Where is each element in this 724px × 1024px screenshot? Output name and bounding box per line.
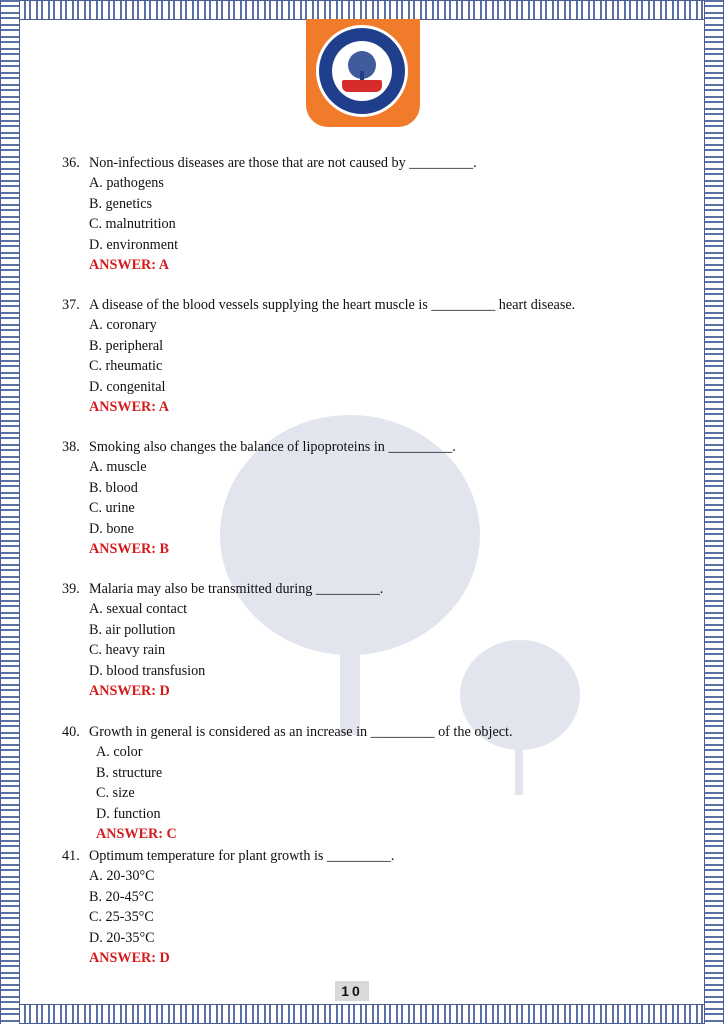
answer-label: ANSWER: B — [89, 541, 170, 558]
question-37 — [62, 295, 575, 417]
question-38 — [62, 437, 456, 559]
question-number: 38. — [62, 439, 80, 455]
page-number: 10 — [335, 981, 369, 1001]
option-a: A. sexual contact — [89, 601, 188, 618]
option-c: C. 25-35°C — [89, 909, 154, 926]
option-c: C. heavy rain — [89, 642, 166, 659]
option-b: B. air pollution — [89, 621, 176, 638]
answer-label: ANSWER: A — [89, 257, 170, 274]
question-41 — [62, 846, 394, 968]
question-number: 36. — [62, 155, 80, 171]
question-number: 40. — [62, 724, 80, 740]
option-c: C. urine — [89, 500, 135, 517]
question-text: Optimum temperature for plant growth is _________. — [89, 848, 395, 864]
question-39 — [62, 579, 383, 701]
option-b: B. peripheral — [89, 337, 164, 354]
option-c: C. rheumatic — [89, 358, 163, 375]
question-text: A disease of the blood vessels supplying the heart muscle is _________ heart disease. — [89, 297, 576, 313]
question-40 — [62, 722, 513, 844]
option-b: B. structure — [96, 764, 163, 781]
page-border-right — [704, 0, 724, 1024]
page-border-bottom — [0, 1004, 724, 1024]
option-a: A. muscle — [89, 459, 147, 476]
option-a: A. 20-30°C — [89, 868, 155, 885]
tree-icon — [332, 41, 392, 101]
question-number: 39. — [62, 581, 80, 597]
question-text: Smoking also changes the balance of lipoproteins in _________. — [89, 439, 456, 455]
option-d: D. environment — [89, 236, 179, 253]
logo-emblem — [316, 25, 408, 117]
option-d: D. bone — [89, 520, 134, 537]
option-a: A. color — [96, 744, 143, 761]
question-number: 37. — [62, 297, 80, 313]
question-number: 41. — [62, 848, 80, 864]
option-b: B. blood — [89, 479, 138, 496]
option-d: D. congenital — [89, 378, 166, 395]
answer-label: ANSWER: D — [89, 683, 170, 700]
answer-label: ANSWER: D — [89, 950, 170, 967]
book-icon — [342, 80, 382, 92]
question-text: Growth in general is considered as an increase in _________ of the object. — [89, 724, 513, 740]
answer-label: ANSWER: C — [96, 826, 177, 843]
option-b: B. 20-45°C — [89, 888, 154, 905]
option-d: D. function — [96, 805, 161, 822]
question-text: Malaria may also be transmitted during _________. — [89, 581, 384, 597]
answer-label: ANSWER: A — [89, 399, 170, 416]
option-c: C. size — [96, 785, 135, 802]
option-a: A. pathogens — [89, 175, 164, 192]
header-logo — [306, 19, 420, 127]
page-border-top — [0, 0, 724, 20]
option-b: B. genetics — [89, 195, 153, 212]
option-d: D. 20-35°C — [89, 929, 155, 946]
option-a: A. coronary — [89, 317, 157, 334]
option-d: D. blood transfusion — [89, 662, 206, 679]
page-border-left — [0, 0, 20, 1024]
question-36 — [62, 153, 477, 275]
option-c: C. malnutrition — [89, 216, 176, 233]
question-text: Non-infectious diseases are those that are not caused by _________. — [89, 155, 477, 171]
